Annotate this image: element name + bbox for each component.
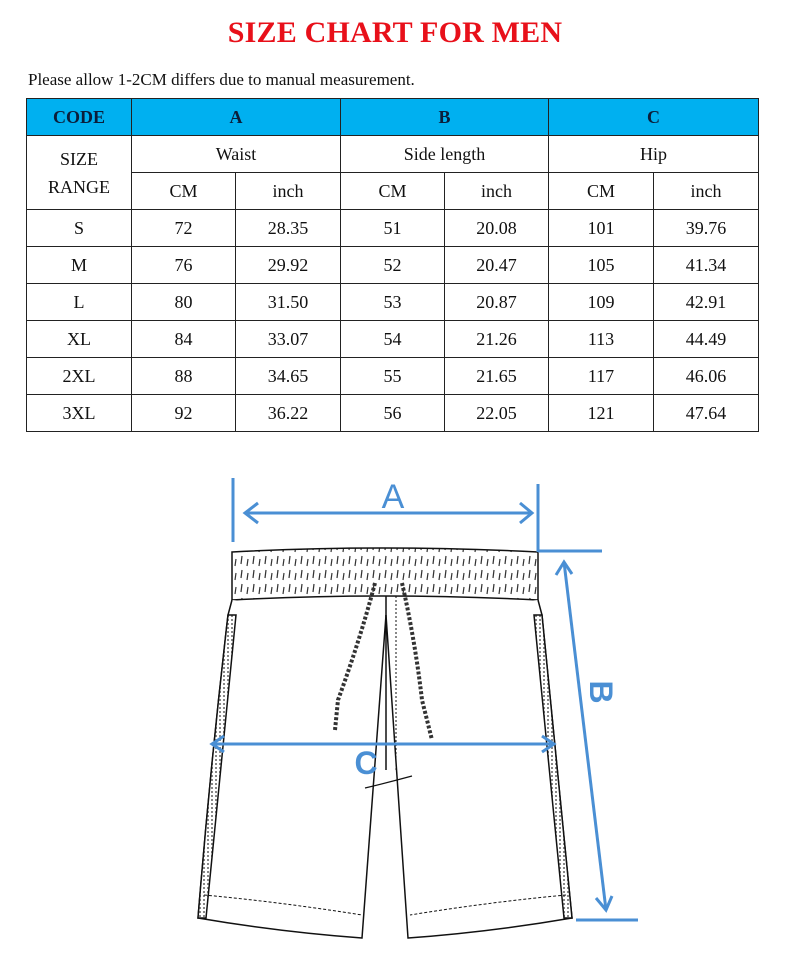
unit-cell: CM (341, 173, 445, 210)
value-cell: 42.91 (654, 284, 759, 321)
value-cell: 101 (549, 210, 654, 247)
table-row (27, 247, 759, 284)
shorts-diagram (190, 470, 650, 970)
value-cell: 52 (341, 247, 445, 284)
measurement-note: Please allow 1-2CM differs due to manual measurement. (28, 70, 415, 89)
unit-cell: inch (654, 173, 759, 210)
value-cell: 47.64 (654, 395, 759, 432)
value-cell: 51 (341, 210, 445, 247)
value-cell: 29.92 (236, 247, 341, 284)
header-code: CODE (27, 99, 132, 136)
table-row (27, 395, 759, 432)
header-group-a: A (132, 99, 341, 136)
value-cell: 92 (132, 395, 236, 432)
table-row (27, 210, 759, 247)
value-cell: 20.08 (445, 210, 549, 247)
size-cell: 2XL (27, 358, 132, 395)
value-cell: 44.49 (654, 321, 759, 358)
value-cell: 109 (549, 284, 654, 321)
label-a: A (381, 478, 405, 516)
unit-row (27, 173, 759, 210)
value-cell: 56 (341, 395, 445, 432)
unit-cell: CM (132, 173, 236, 210)
measure-side-length: Side length (341, 136, 549, 173)
value-cell: 84 (132, 321, 236, 358)
unit-cell: CM (549, 173, 654, 210)
unit-cell: inch (236, 173, 341, 210)
label-b: B (583, 680, 619, 704)
size-cell: L (27, 284, 132, 321)
value-cell: 105 (549, 247, 654, 284)
value-cell: 80 (132, 284, 236, 321)
size-cell: M (27, 247, 132, 284)
header-row (27, 99, 759, 136)
value-cell: 41.34 (654, 247, 759, 284)
size-cell: XL (27, 321, 132, 358)
unit-cell: inch (445, 173, 549, 210)
measure-waist: Waist (132, 136, 341, 173)
value-cell: 20.87 (445, 284, 549, 321)
value-cell: 21.65 (445, 358, 549, 395)
value-cell: 22.05 (445, 395, 549, 432)
value-cell: 28.35 (236, 210, 341, 247)
value-cell: 54 (341, 321, 445, 358)
table-row (27, 358, 759, 395)
size-range-line-2: RANGE (48, 176, 110, 197)
measure-hip: Hip (549, 136, 759, 173)
table-row (27, 284, 759, 321)
value-cell: 72 (132, 210, 236, 247)
label-c: C (354, 745, 378, 781)
size-range-label (27, 136, 132, 210)
size-range-line-1: SIZE (60, 148, 98, 169)
measure-name-row (27, 136, 759, 173)
value-cell: 34.65 (236, 358, 341, 395)
size-chart-table (26, 98, 759, 432)
value-cell: 76 (132, 247, 236, 284)
size-cell: S (27, 210, 132, 247)
value-cell: 21.26 (445, 321, 549, 358)
value-cell: 88 (132, 358, 236, 395)
value-cell: 39.76 (654, 210, 759, 247)
size-cell: 3XL (27, 395, 132, 432)
value-cell: 33.07 (236, 321, 341, 358)
value-cell: 31.50 (236, 284, 341, 321)
page-title: SIZE CHART FOR MEN (227, 16, 563, 49)
table-row (27, 321, 759, 358)
value-cell: 20.47 (445, 247, 549, 284)
value-cell: 117 (549, 358, 654, 395)
value-cell: 36.22 (236, 395, 341, 432)
header-group-b: B (341, 99, 549, 136)
value-cell: 46.06 (654, 358, 759, 395)
value-cell: 55 (341, 358, 445, 395)
value-cell: 113 (549, 321, 654, 358)
value-cell: 121 (549, 395, 654, 432)
header-group-c: C (549, 99, 759, 136)
value-cell: 53 (341, 284, 445, 321)
